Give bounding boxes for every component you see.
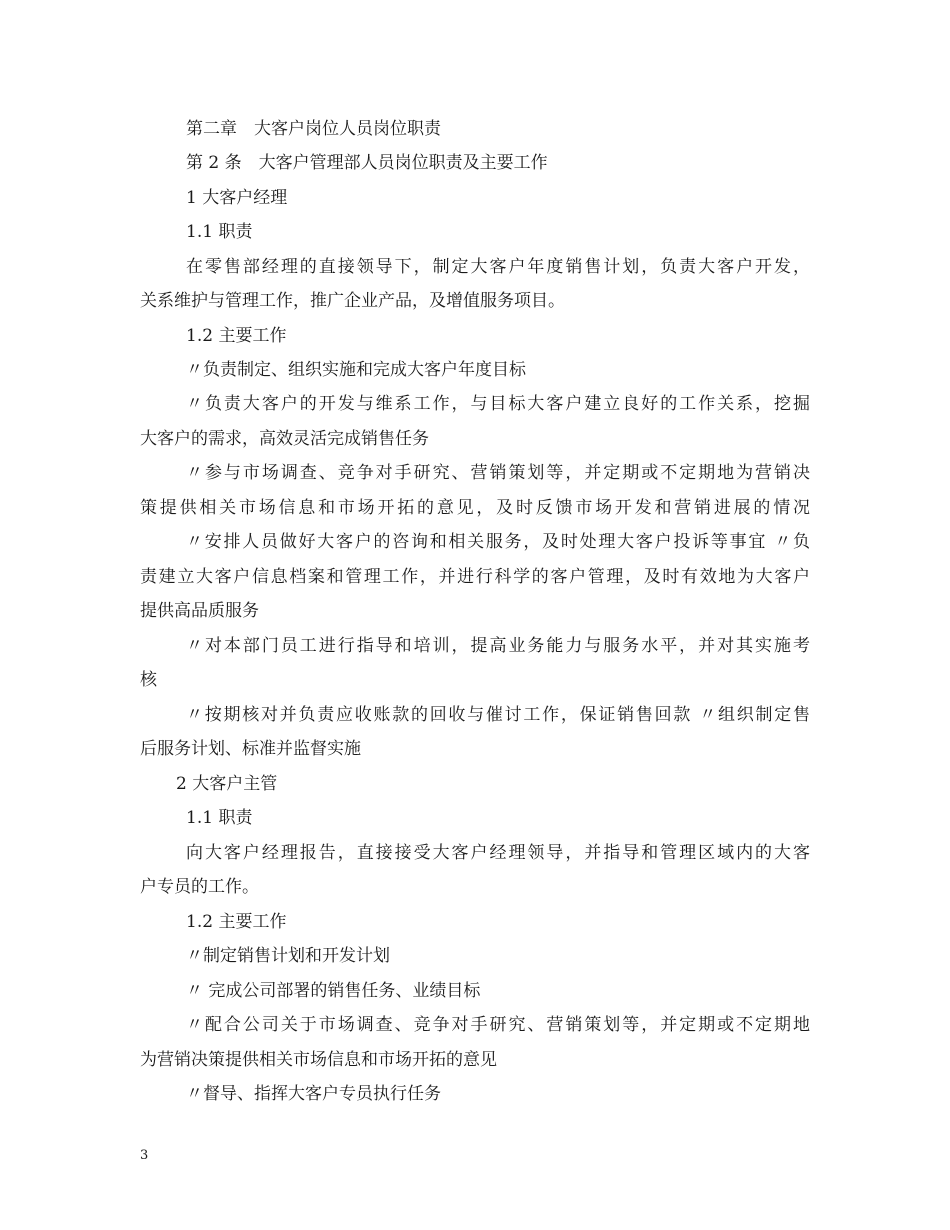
list-item: 〃督导、指挥大客户专员执行任务 <box>186 1084 441 1104</box>
list-item-continuation: 核 <box>140 670 157 690</box>
subsection-heading: 1.1 职责 <box>186 222 253 242</box>
subsection-heading: 1.1 职责 <box>186 808 253 828</box>
list-item: 〃安排人员做好大客户的咨询和相关服务，及时处理大客户投诉等事宜 〃负 <box>186 532 810 552</box>
list-item-continuation: 策提供相关市场信息和市场开拓的意见，及时反馈市场开发和营销进展的情况 <box>140 498 810 518</box>
section-heading: 1 大客户经理 <box>186 188 288 208</box>
list-item: 〃制定销售计划和开发计划 <box>186 946 390 966</box>
list-item: 〃对本部门员工进行指导和培训，提高业务能力与服务水平，并对其实施考 <box>186 636 810 656</box>
list-item-continuation: 为营销决策提供相关市场信息和市场开拓的意见 <box>140 1050 497 1070</box>
subsection-heading: 1.2 主要工作 <box>186 326 287 346</box>
list-item-continuation: 后服务计划、标准并监督实施 <box>140 739 361 759</box>
list-item: 〃配合公司关于市场调查、竞争对手研究、营销策划等，并定期或不定期地 <box>186 1015 810 1035</box>
paragraph-line: 户专员的工作。 <box>140 877 259 897</box>
page-number: 3 <box>140 1148 149 1163</box>
paragraph-line: 关系维护与管理工作，推广企业产品，及增值服务项目。 <box>140 291 565 311</box>
article-heading: 第 2 条 大客户管理部人员岗位职责及主要工作 <box>186 153 548 173</box>
section-heading: 2 大客户主管 <box>176 774 278 794</box>
chapter-heading: 第二章 大客户岗位人员岗位职责 <box>186 119 441 139</box>
list-item: 〃 完成公司部署的销售任务、业绩目标 <box>186 981 481 1001</box>
paragraph-line: 在零售部经理的直接领导下，制定大客户年度销售计划，负责大客户开发， <box>186 257 810 277</box>
list-item-continuation: 责建立大客户信息档案和管理工作，并进行科学的客户管理，及时有效地为大客户 <box>140 567 810 587</box>
list-item-continuation: 大客户的需求，高效灵活完成销售任务 <box>140 429 429 449</box>
subsection-heading: 1.2 主要工作 <box>186 912 287 932</box>
list-item: 〃负责大客户的开发与维系工作，与目标大客户建立良好的工作关系，挖掘 <box>186 394 810 414</box>
list-item-continuation: 提供高品质服务 <box>140 601 259 621</box>
paragraph-line: 向大客户经理报告，直接接受大客户经理领导，并指导和管理区域内的大客 <box>186 843 810 863</box>
list-item: 〃参与市场调查、竞争对手研究、营销策划等，并定期或不定期地为营销决 <box>186 463 810 483</box>
list-item: 〃按期核对并负责应收账款的回收与催讨工作，保证销售回款 〃组织制定售 <box>186 705 810 725</box>
list-item: 〃负责制定、组织实施和完成大客户年度目标 <box>186 360 526 380</box>
